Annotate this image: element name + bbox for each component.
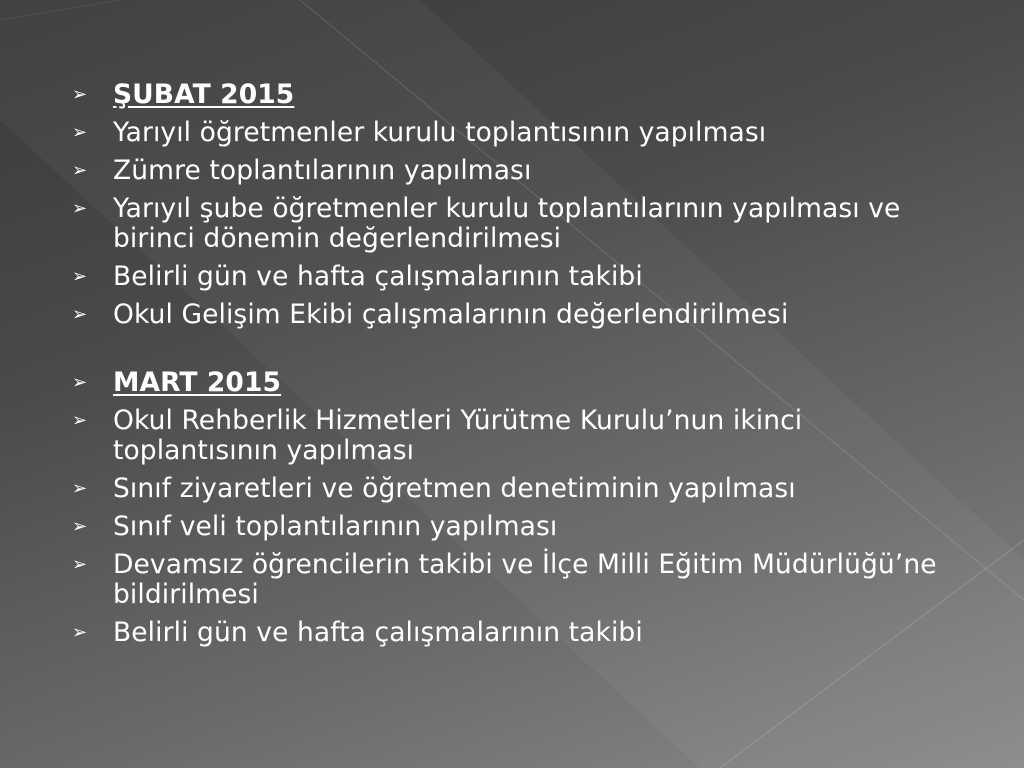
arrowhead-bullet-icon: ➢ — [72, 304, 88, 325]
arrowhead-bullet-icon: ➢ — [72, 410, 88, 431]
section-title: MART 2015 — [113, 367, 282, 398]
list-item-text: Yarıyıl öğretmenler kurulu toplantısının yapılması — [113, 117, 767, 148]
list-item — [72, 512, 972, 542]
arrowhead-bullet-icon: ➢ — [72, 266, 88, 287]
list-item-text: Devamsız öğrencilerin takibi ve İlçe Milli Eğitim Müdürlüğü’ne bildirilmesi — [113, 549, 937, 610]
list-item — [72, 618, 972, 648]
list-item-text: Okul Rehberlik Hizmetleri Yürütme Kurulu’nun ikinci toplantısının yapılması — [113, 405, 803, 466]
arrowhead-bullet-icon: ➢ — [72, 478, 88, 499]
section-header-mart — [72, 368, 972, 398]
section-spacer — [72, 338, 972, 368]
arrowhead-bullet-icon: ➢ — [72, 84, 88, 105]
arrowhead-bullet-icon: ➢ — [72, 622, 88, 643]
list-item — [72, 474, 972, 504]
arrowhead-bullet-icon: ➢ — [72, 122, 88, 143]
list-item-text: Sınıf ziyaretleri ve öğretmen denetiminin yapılması — [113, 473, 796, 504]
list-item-text: Zümre toplantılarının yapılması — [113, 155, 532, 186]
list-item — [72, 550, 972, 610]
arrowhead-bullet-icon: ➢ — [72, 554, 88, 575]
section-header-subat — [72, 80, 972, 110]
arrowhead-bullet-icon: ➢ — [72, 160, 88, 181]
list-item-text: Belirli gün ve hafta çalışmalarının takibi — [113, 261, 643, 292]
list-item-text: Belirli gün ve hafta çalışmalarının takibi — [113, 617, 643, 648]
list-item — [72, 300, 972, 330]
list-item-text: Yarıyıl şube öğretmenler kurulu toplantılarının yapılması ve birinci dönemin değerlendirilmesi — [113, 193, 901, 254]
list-item — [72, 194, 972, 254]
list-item — [72, 156, 972, 186]
arrowhead-bullet-icon: ➢ — [72, 516, 88, 537]
list-item — [72, 262, 972, 292]
list-item-text: Sınıf veli toplantılarının yapılması — [113, 511, 558, 542]
arrowhead-bullet-icon: ➢ — [72, 372, 88, 393]
list-item — [72, 118, 972, 148]
bullet-list — [72, 80, 972, 656]
arrowhead-bullet-icon: ➢ — [72, 198, 88, 219]
list-item-text: Okul Gelişim Ekibi çalışmalarının değerlendirilmesi — [113, 299, 789, 330]
section-title: ŞUBAT 2015 — [113, 79, 295, 110]
list-item — [72, 406, 972, 466]
